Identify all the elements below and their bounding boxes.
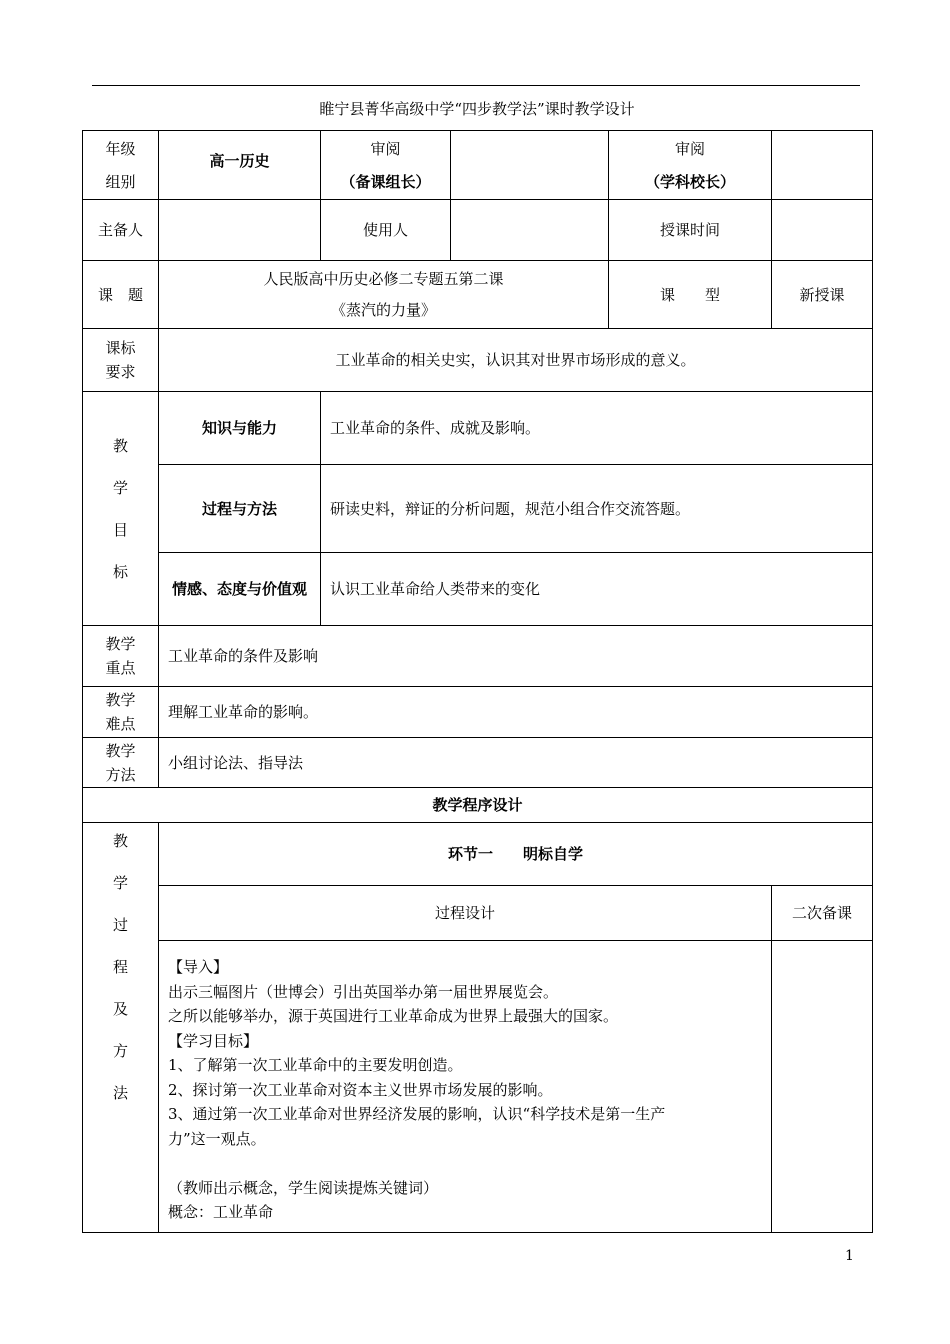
method-value: 小组讨论法、指导法	[159, 738, 873, 788]
type-label: 课 型	[609, 261, 772, 329]
key-point-label: 教学 重点	[83, 626, 159, 687]
preparer-value	[159, 200, 321, 261]
procedure-label: 教 学 过 程 及 方 法	[83, 823, 159, 1233]
objectives-label: 教 学 目 标	[83, 392, 159, 626]
procedure-design-text: 【导入】 出示三幅图片（世博会）引出英国举办第一届世界展览会。 之所以能够举办，源于英国进行工业革命成为世界上最强大的国家。 【学习目标】 1、了解第一次工业革命中的主要发明创造。 2、探讨第一次工业革命对资本主义世界市场发展的影响。 3、通过第一次工业革命对世界经济发展的影响，认识“科学技术是第一生产 力”这一观点。 （教师出示概念，学生阅读提炼关键词） 概念：工业革命	[159, 941, 772, 1233]
review1-value	[451, 131, 609, 200]
document-title: 睢宁县菁华高级中学“四步教学法”课时教学设计	[319, 100, 635, 118]
method-label: 教学 方法	[83, 738, 159, 788]
objective-row	[83, 553, 873, 626]
time-label: 授课时间	[609, 200, 772, 261]
second-prep-column-header: 二次备课	[772, 886, 873, 941]
row-procedure-headers	[83, 886, 873, 941]
preparer-label: 主备人	[83, 200, 159, 261]
topic-value: 人民版高中历史必修二专题五第二课 《蒸汽的力量》	[159, 261, 609, 329]
objective-name: 知识与能力	[159, 392, 321, 465]
grade-value: 高一历史	[159, 131, 321, 200]
second-prep-cell	[772, 941, 873, 1233]
step-title: 环节一 明标自学	[159, 823, 873, 886]
objective-row	[83, 392, 873, 465]
grade-label: 年级 组别	[83, 131, 159, 200]
page-number: 1	[845, 1248, 854, 1264]
header-rule	[92, 85, 860, 86]
procedure-title: 教学程序设计	[83, 788, 873, 823]
review1-cell: 审阅 （备课组长）	[321, 131, 451, 200]
row-preparer	[83, 200, 873, 261]
objective-content: 研读史料，辩证的分析问题，规范小组合作交流答题。	[321, 465, 873, 553]
objective-content: 工业革命的条件、成就及影响。	[321, 392, 873, 465]
time-value	[772, 200, 873, 261]
row-procedure-title	[83, 788, 873, 823]
row-step-title	[83, 823, 873, 886]
standard-label: 课标 要求	[83, 329, 159, 392]
row-topic	[83, 261, 873, 329]
review2-cell: 审阅 （学科校长）	[609, 131, 772, 200]
user-value	[451, 200, 609, 261]
design-column-header: 过程设计	[159, 886, 772, 941]
lesson-plan-table	[82, 130, 873, 1233]
difficulty-value: 理解工业革命的影响。	[159, 687, 873, 738]
topic-label: 课 题	[83, 261, 159, 329]
difficulty-label: 教学 难点	[83, 687, 159, 738]
row-standard	[83, 329, 873, 392]
objective-name: 情感、态度与价值观	[159, 553, 321, 626]
type-value: 新授课	[772, 261, 873, 329]
row-key-point	[83, 626, 873, 687]
user-label: 使用人	[321, 200, 451, 261]
objective-content: 认识工业革命给人类带来的变化	[321, 553, 873, 626]
standard-value: 工业革命的相关史实，认识其对世界市场形成的意义。	[159, 329, 873, 392]
objective-name: 过程与方法	[159, 465, 321, 553]
row-difficulty	[83, 687, 873, 738]
row-procedure-body	[83, 941, 873, 1233]
key-point-value: 工业革命的条件及影响	[159, 626, 873, 687]
review2-value	[772, 131, 873, 200]
row-method	[83, 738, 873, 788]
row-grade	[83, 131, 873, 200]
objective-row	[83, 465, 873, 553]
